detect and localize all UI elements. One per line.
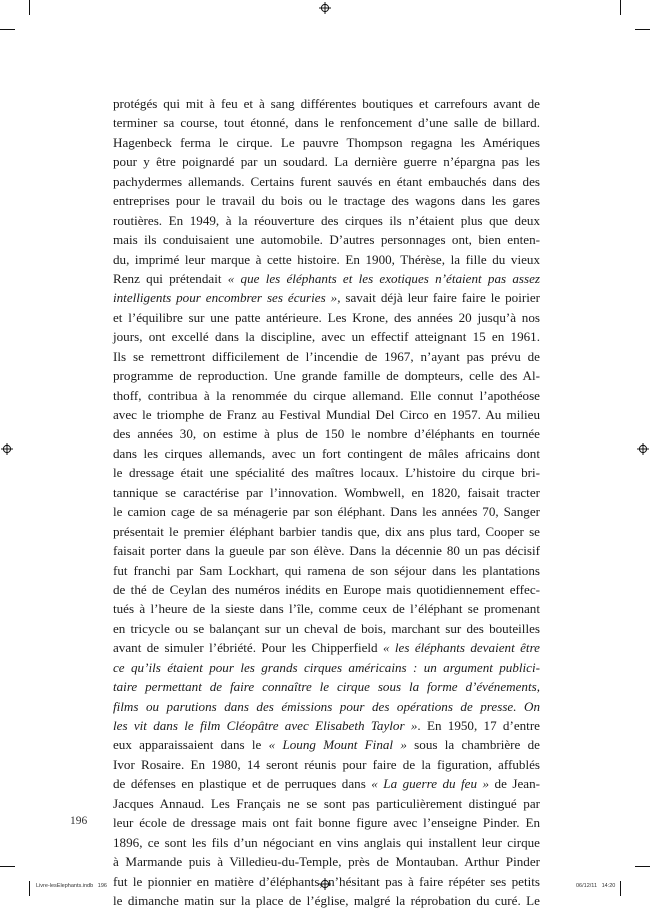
text-run: eux apparaissaient dans le <box>113 737 269 753</box>
italic-quote: taire permettant de faire connaître le cirque sous la forme d’événements, <box>113 679 540 695</box>
text-line <box>113 483 540 502</box>
italic-quote: « que les éléphants et les exotiques n’étaient pas assez <box>227 270 540 286</box>
text-line <box>113 250 540 269</box>
text-run: terminer sa course, tout étonné, dans le renfoncement d’une salle de billard. <box>113 115 540 131</box>
text-run: jours, ont excellé dans la discipline, avec un effectif atteignant 15 en 1961. <box>113 329 540 345</box>
text-line <box>113 794 540 813</box>
text-line <box>113 872 540 891</box>
text-line <box>113 444 540 463</box>
text-run: Jacques Annaud. Les Français ne se sont pas particulièrement distingué par <box>113 795 540 811</box>
text-line <box>113 191 540 210</box>
text-run: avec le triomphe de Franz au Festival Mundial Del Circo en 1957. Au milieu <box>113 407 540 422</box>
text-line <box>113 269 540 288</box>
text-line <box>113 327 540 346</box>
text-line <box>113 113 540 132</box>
text-line <box>113 561 540 580</box>
text-run: de thé de Ceylan des numéros inédits en Europe mais quotidiennement effec- <box>113 581 540 597</box>
text-line <box>113 152 540 171</box>
text-line <box>113 852 540 871</box>
registration-mark-right-icon <box>637 443 649 455</box>
text-line <box>113 658 540 677</box>
text-run: présentait le premier éléphant barbier tandis que, dix ans plus tard, Cooper se <box>113 523 540 539</box>
text-line <box>113 288 540 307</box>
text-run: le camion cage de sa ménagerie par son éléphant. Dans les années 70, Sanger <box>113 504 540 520</box>
text-line <box>113 619 540 638</box>
italic-quote: « Loung Mount Final » <box>268 737 407 753</box>
crop-mark-bottom-right-vertical <box>620 881 621 896</box>
text-line <box>113 833 540 852</box>
text-run: le dressage était une spécialité des maîtres locaux. L’histoire du cirque bri- <box>113 465 540 481</box>
text-line <box>113 755 540 774</box>
text-line <box>113 94 540 113</box>
text-run: Hagenbeck ferma le cirque. Le pauvre Thompson regagna les Amériques <box>113 134 540 150</box>
crop-mark-top-left-horizontal <box>0 29 15 30</box>
page-number: 196 <box>70 815 88 827</box>
crop-mark-top-left-vertical <box>29 0 30 15</box>
text-run: tannique se caractérise par l’innovation. Wombwell, en 1820, faisait tracter <box>113 484 540 500</box>
text-run: tués à l’heure de la sieste dans l’île, comme ceux de l’éléphant se promenant <box>113 601 540 617</box>
text-run: fut franchi par Sam Lockhart, qui ramena de son séjour dans les plantations <box>113 562 540 578</box>
text-line <box>113 580 540 599</box>
text-line <box>113 677 540 696</box>
text-run: Renz qui prétendait <box>113 270 228 286</box>
text-run: Ivor Rosaire. En 1980, 14 seront réunis pour faire de la figuration, affublés <box>113 756 540 772</box>
text-run: dans les cirques allemands, avec un fort contingent de mâles africains dont <box>113 445 540 461</box>
text-run: routières. En 1949, à la réouverture des cirques ils n’étaient plus que deux <box>113 212 540 228</box>
text-line <box>113 502 540 521</box>
text-line <box>113 463 540 482</box>
italic-quote: les vit dans le film Cléopâtre avec Elisabeth Taylor » <box>113 718 418 733</box>
text-run: en tricycle ou se balançant sur un cheval de bois, marchant sur des bouteilles <box>113 620 540 636</box>
text-run: programme de reproduction. Une grande famille de dompteurs, celle des Al- <box>113 368 540 384</box>
text-line <box>113 133 540 152</box>
text-run: . En 1950, 17 d’entre <box>417 718 540 733</box>
text-run: sous la chambrière de <box>406 737 540 753</box>
text-line <box>113 541 540 560</box>
text-line <box>113 386 540 405</box>
registration-mark-left-icon <box>1 443 13 455</box>
text-line <box>113 716 540 735</box>
text-run: , savait déjà leur faire faire le poirier <box>337 290 540 306</box>
text-run: de défenses en plastique et de perruques dans <box>113 776 372 792</box>
text-run: et l’équilibre sur une patte antérieure. Les Krone, des années 20 jusqu’à nos <box>113 309 540 325</box>
crop-mark-bottom-left-vertical <box>29 881 30 896</box>
crop-mark-bottom-right-horizontal <box>635 866 650 867</box>
text-run: du, imprimé leur marque à cette histoire. En 1900, Thérèse, la fille du vieux <box>113 251 540 267</box>
text-line <box>113 599 540 618</box>
text-line <box>113 813 540 832</box>
italic-quote: films ou parutions dans des émissions pour des opérations de presse. On <box>113 698 540 714</box>
body-text <box>113 94 540 910</box>
text-line <box>113 774 540 793</box>
text-line <box>113 230 540 249</box>
text-run: faisait porter dans la gueule par son élève. Dans la décennie 80 un pas décisif <box>113 543 540 559</box>
text-run: avant de simuler l’ébriété. Pour les Chipperfield <box>113 640 383 656</box>
text-line <box>113 308 540 327</box>
text-run: des années 30, on estime à plus de 150 le nombre d’éléphants en tournée <box>113 426 540 442</box>
text-run: pachydermes allemands. Certains furent sauvés en étant embauchés dans des <box>113 173 540 189</box>
text-line <box>113 697 540 716</box>
text-run: leur école de dressage mais ont fait bonne figure avec l’enseigne Pinder. En <box>113 815 540 831</box>
italic-quote: « La guerre du feu » <box>371 776 490 792</box>
registration-mark-top-icon <box>319 2 331 14</box>
text-run: 1896, ce sont les fils d’un négociant en vins anglais qui installent leur cirque <box>113 834 540 850</box>
crop-mark-top-right-vertical <box>620 0 621 15</box>
text-run: entreprises pour le travail du bois ou le tractage des wagons dans les gares <box>113 193 540 209</box>
text-run: fut le pionnier en matière d’éléphants, n’hésitant pas à faire répéter ses petits <box>113 873 540 889</box>
slug-timestamp: 06/12/11 14:20 <box>576 883 616 889</box>
crop-mark-bottom-left-horizontal <box>0 866 15 867</box>
text-run: de Jean- <box>489 776 540 792</box>
italic-quote: « les éléphants devaient être <box>382 640 540 656</box>
text-line <box>113 424 540 443</box>
text-run: thoff, contribua à la renommée du cirque allemand. Elle connut l’apothéose <box>113 387 540 403</box>
text-line <box>113 211 540 230</box>
text-line <box>113 638 540 657</box>
text-line <box>113 735 540 754</box>
text-run: Ils se remettront difficilement de l’incendie de 1967, n’ayant pas prévu de <box>113 348 540 364</box>
text-run: à Marmande puis à Villedieu-du-Temple, près de Montauban. Arthur Pinder <box>113 854 540 870</box>
text-line <box>113 405 540 424</box>
text-run: pour y être poignardé par un soudard. La dernière guerre n’épargna pas les <box>113 154 540 170</box>
text-line <box>113 347 540 366</box>
slug-filename: Livre-lesElephants.indb 196 <box>36 883 107 889</box>
text-run: le dimanche matin sur la place de l’église, malgré la réprobation du curé. Le <box>113 892 540 908</box>
text-line <box>113 172 540 191</box>
text-line <box>113 891 540 910</box>
italic-quote: intelligents pour encombrer ses écuries » <box>113 290 338 306</box>
text-run: mais ils conduisaient une automobile. D’autres personnages ont, bien enten- <box>113 232 540 248</box>
text-line <box>113 522 540 541</box>
crop-mark-top-right-horizontal <box>635 29 650 30</box>
text-run: protégés qui mit à feu et à sang différentes boutiques et carrefours avant de <box>113 96 540 111</box>
italic-quote: ce qu’ils étaient pour les grands cirques américains : un argument publici- <box>113 659 540 675</box>
text-line <box>113 366 540 385</box>
